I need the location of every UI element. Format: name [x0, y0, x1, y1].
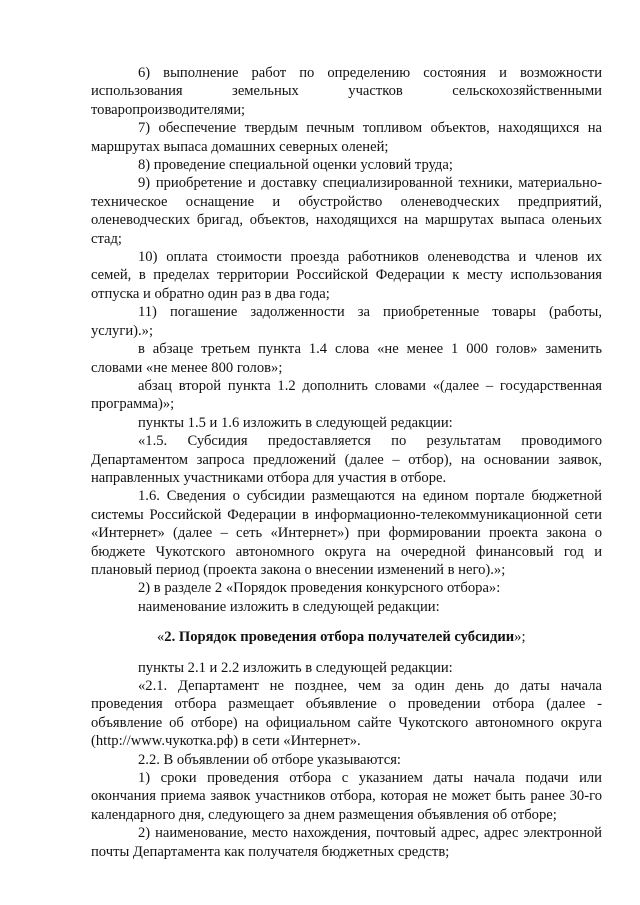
- heading-close-quote: »;: [514, 629, 526, 646]
- paragraph-clause-2-2: 2.2. В объявлении об отборе указываются:: [138, 751, 401, 768]
- paragraph-section-2-title-intro: наименование изложить в следующей редакции:: [138, 598, 440, 615]
- paragraph-item-10: 10) оплата стоимости проезда работников оленеводства и членов их семей, в пределах территории Российской Федерации к месту использования отпуска и обратно один раз в два года;: [91, 249, 602, 302]
- paragraph-amend-1-4: в абзаце третьем пункта 1.4 слова «не менее 1 000 голов» заменить словами «не менее 800 голов»;: [91, 341, 602, 376]
- paragraph-item-7: 7) обеспечение твердым печным топливом объектов, находящихся на маршрутах выпаса домашних северных оленей;: [91, 120, 602, 155]
- paragraph-amend-2-1-2-2: пункты 2.1 и 2.2 изложить в следующей редакции:: [138, 659, 453, 676]
- paragraph-item-6: 6) выполнение работ по определению состояния и возможности использования земельных участков сельскохозяйственными товаропроизводителями;: [91, 65, 602, 118]
- paragraph-subitem-1: 1) сроки проведения отбора с указанием даты начала подачи или окончания приема заявок участников отбора, которая не может быть ранее 30-го календарного дня, следующего за днем размещения объявления об отборе;: [91, 770, 602, 823]
- heading-open-quote: «: [157, 629, 165, 646]
- paragraph-item-8: 8) проведение специальной оценки условий труда;: [138, 157, 453, 174]
- paragraph-clause-2-1: «2.1. Департамент не позднее, чем за один день до даты начала проведения отбора размещает объявление о проведении отбора (далее - объявление об отборе) на официальном сайте Чукотского автономного округа (http://www.чукотка.рф) в сети «Интернет».: [91, 678, 602, 750]
- paragraph-section-2: 2) в разделе 2 «Порядок проведения конкурсного отбора»:: [138, 580, 501, 597]
- paragraph-clause-1-5: «1.5. Субсидия предоставляется по результатам проводимого Департаментом запроса предложений (далее – отбор), на основании заявок, направленных участниками отбора для участия в отборе.: [91, 433, 602, 486]
- paragraph-item-9: 9) приобретение и доставку специализированной техники, материально-техническое оснащение и обустройство оленеводческих предприятий, оленеводческих бригад, объектов, находящихся на маршрутах выпаса оленьих стад;: [91, 175, 602, 247]
- section-heading: [91, 628, 602, 646]
- paragraph-item-11: 11) погашение задолженности за приобретенные товары (работы, услуги).»;: [91, 304, 602, 339]
- heading-text: 2. Порядок проведения отбора получателей субсидии: [164, 629, 515, 646]
- paragraph-subitem-2: 2) наименование, место нахождения, почтовый адрес, адрес электронной почты Департамента как получателя бюджетных средств;: [91, 825, 602, 860]
- paragraph-clause-1-6: 1.6. Сведения о субсидии размещаются на едином портале бюджетной системы Российской Федерации в информационно-телекоммуникационной сети «Интернет» (далее – сеть «Интернет») при формировании проекта закона о бюджете Чукотского автономного округа на очередной финансовый год и плановый период (проекта закона о внесении изменений в него).»;: [91, 488, 602, 578]
- document-body: [91, 64, 602, 861]
- paragraph-amend-1-2: абзац второй пункта 1.2 дополнить словами «(далее – государственная программа)»;: [91, 377, 602, 413]
- paragraph-amend-1-5-1-6: пункты 1.5 и 1.6 изложить в следующей редакции:: [138, 414, 453, 431]
